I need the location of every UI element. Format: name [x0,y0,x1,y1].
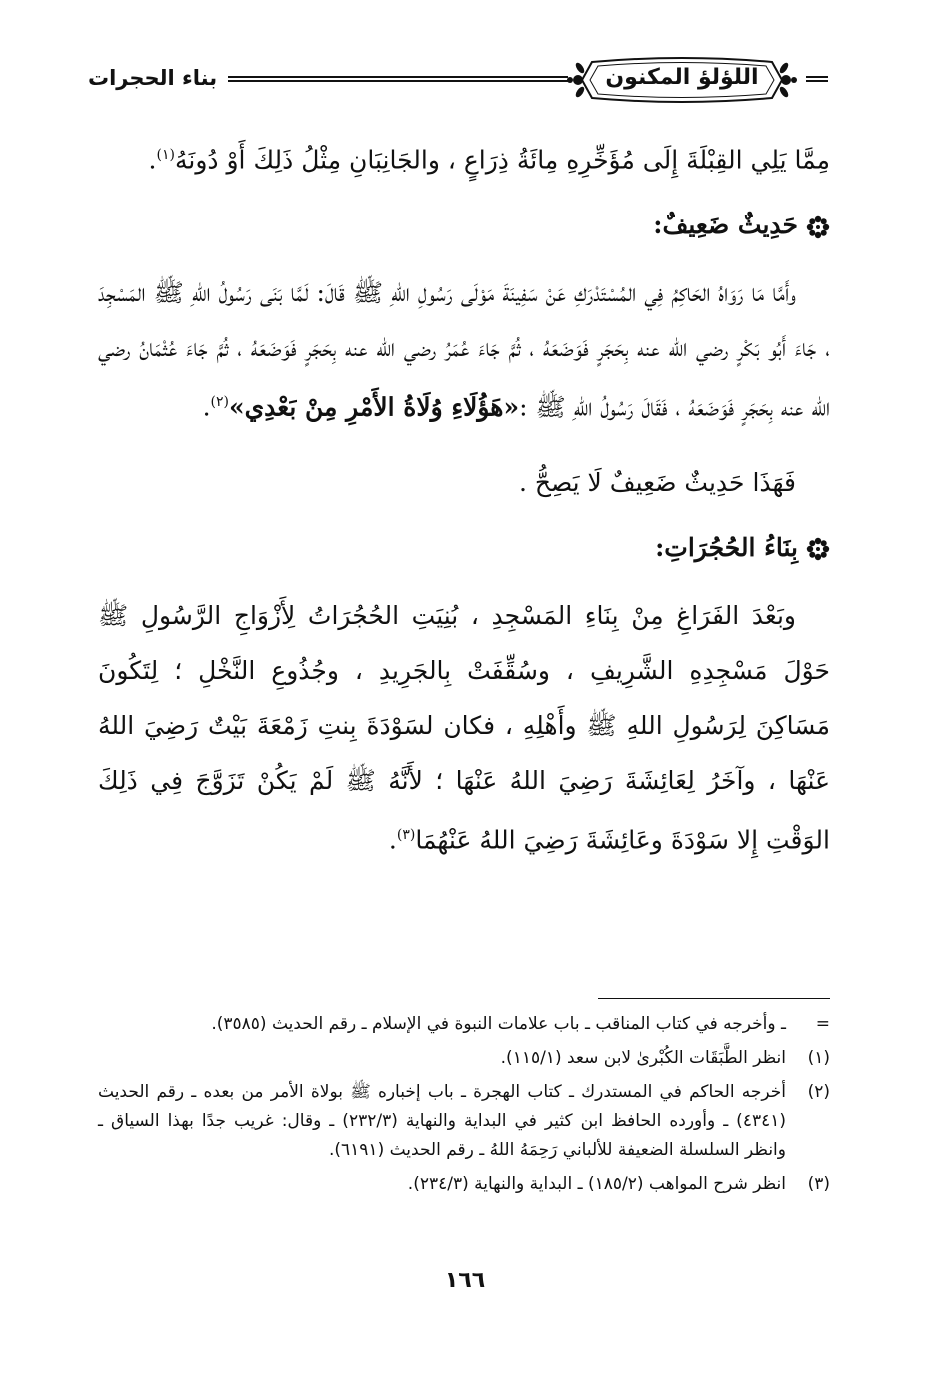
heading-2-text: بِنَاءُ الحُجُرَاتِ: [655,532,798,562]
intro-text: مِمَّا يَلِي القِبْلَةَ إِلَى مُؤَخِّرِهِ مِائَةُ ذِرَاعٍ ، والجَانِبَانِ مِثْلُ ذَلِكَ أَوْ دُونَهُ [174,145,830,175]
footnote-text: انظر الطَّبَقَات الكُبْرىٰ لابن سعد (١١٥/١). [500,1048,786,1068]
paragraph-2-text: وأَمَّا مَا رَوَاهُ الحَاكِمُ فِي المُسْتَدْرَكِ عَنْ سَفِينَةَ مَوْلَى رَسُولِ اللهِ ﷺ قَالَ: لَمَّا بَنَى رَسُولُ اللهِ ﷺ المَسْجِدَ ، جَاءَ أَبُو بَكْرٍ رضي الله عنه بِحَجَرٍ فَوَضَعَهُ ، ثُمَّ جَاءَ عُمَرُ رضي الله عنه بِحَجَرٍ فَوَضَعَهُ ، ثُمَّ جَاءَ عُثْمَانُ رضي الله عنه بِحَجَرٍ فَوَضَعَهُ ، فَقَالَ رَسُولُ اللهِ ﷺ : [98,278,830,422]
footnote-ref-3: (٣) [396,826,416,843]
flower-ornament-icon [806,215,830,239]
paragraph-verdict: فَهَذَا حَدِيثٌ ضَعِيفٌ لَا يَصِحُّ . [518,467,796,497]
section-heading-weak-hadith [98,203,830,247]
footnotes [98,1010,830,1204]
footnote-3 [98,1170,830,1199]
paragraph-hadith: وأَمَّا مَا رَوَاهُ الحَاكِمُ فِي المُسْتَدْرَكِ عَنْ سَفِينَةَ مَوْلَى رَسُولِ اللهِ ﷺ قَالَ: لَمَّا بَنَى رَسُولُ اللهِ ﷺ المَسْجِدَ ، جَاءَ أَبُو بَكْرٍ رضي الله عنه بِحَجَرٍ فَوَضَعَهُ ، ثُمَّ جَاءَ عُمَرُ رضي الله عنه بِحَجَرٍ فَوَضَعَهُ ، ثُمَّ جَاءَ عُثْمَانُ رضي الله عنه بِحَجَرٍ فَوَضَعَهُ ، فَقَالَ رَسُولُ اللهِ ﷺ :«هَؤُلَاءِ وُلَاةُ الأَمْرِ مِنْ بَعْدِي»$^{(٢)}$. [98,278,830,422]
footnote-text: ـ وأخرجه في كتاب المناقب ـ باب علامات النبوة في الإسلام ـ رقم الحديث (٣٥٨٥). [211,1014,786,1034]
main-text [98,128,830,867]
chapter-title: بناء الحجرات [88,66,218,90]
footnote-text: انظر شرح المواهب (١٨٥/٢) ـ البداية والنهاية (٢٣٤/٣). [407,1174,786,1194]
intro-line: مِمَّا يَلِي القِبْلَةَ إِلَى مُؤَخِّرِهِ مِائَةُ ذِرَاعٍ ، والجَانِبَانِ مِثْلُ ذَلِكَ أَوْ دُونَهُ$^{(١)}$. [148,145,830,175]
footnote-separator [598,998,830,999]
footnote-mark: (٢) [807,1082,830,1102]
footnote-ref-2: (٢) [210,394,229,411]
footnote-mark: = [815,1014,830,1034]
footnote-text: أخرجه الحاكم في المستدرك ـ كتاب الهجرة ـ باب إخباره ﷺ بولاة الأمر من بعده ـ رقم الحديث (٤٣٤١) ـ وأورده الحافظ ابن كثير في البداية والنهاية (٢٣٢/٣) ـ وقال: غريب جدًا بهذا السياق ـ وانظر السلسلة الضعيفة للألباني رَحِمَهُ اللهُ ـ رقم الحديث (٦١٩١). [98,1082,786,1160]
footnote-2 [98,1078,830,1165]
heading-1-text: حَدِيثٌ ضَعِيفٌ: [653,210,798,240]
section-heading-chambers [98,526,830,570]
book-title: اللؤلؤ المكنون [605,65,759,90]
footnote-1 [98,1044,830,1073]
prophet-quote: «هَؤُلَاءِ وُلَاةُ الأَمْرِ مِنْ بَعْدِي» [228,392,520,422]
flower-ornament-icon [806,537,830,561]
footnote-continued [98,1010,830,1039]
paragraph-chambers: وبَعْدَ الفَرَاغِ مِنْ بِنَاءِ المَسْجِدِ ، بُنِيَتِ الحُجُرَاتُ لِأَزْوَاجِ الرَّسُولِ ﷺ حَوْلَ مَسْجِدِهِ الشَّرِيفِ ، وسُقِّفَتْ بِالجَرِيدِ ، وجُذُوعِ النَّخْلِ ؛ لِتَكُونَ مَسَاكِنَ لِرَسُولِ اللهِ ﷺ وأَهْلِهِ ، فكان لسَوْدَةَ بِنتِ زَمْعَةَ بَيْتٌ رَضِيَ اللهُ عَنْهَا ، وآخَرُ لِعَائِشَةَ رَضِيَ اللهُ عَنْهَا ؛ لأَنَّهُ ﷺ لَمْ يَكُنْ تَزَوَّجَ فِي ذَلِكَ الوَقْتِ إِلا سَوْدَةَ وعَائِشَةَ رَضِيَ اللهُ عَنْهُمَا$^{(٣)}$. [98,600,830,854]
title-ornament-frame [566,52,798,108]
footnote-mark: (٣) [807,1174,830,1194]
header-rule-right [806,76,828,82]
paragraph-4-text: وبَعْدَ الفَرَاغِ مِنْ بِنَاءِ المَسْجِدِ ، بُنِيَتِ الحُجُرَاتُ لِأَزْوَاجِ الرَّسُولِ ﷺ حَوْلَ مَسْجِدِهِ الشَّرِيفِ ، وسُقِّفَتْ بِالجَرِيدِ ، وجُذُوعِ النَّخْلِ ؛ لِتَكُونَ مَسَاكِنَ لِرَسُولِ اللهِ ﷺ وأَهْلِهِ ، فكان لسَوْدَةَ بِنتِ زَمْعَةَ بَيْتٌ رَضِيَ اللهُ عَنْهَا ، وآخَرُ لِعَائِشَةَ رَضِيَ اللهُ عَنْهَا ؛ لأَنَّهُ ﷺ لَمْ يَكُنْ تَزَوَّجَ فِي ذَلِكَ الوَقْتِ إِلا سَوْدَةَ وعَائِشَةَ رَضِيَ اللهُ عَنْهُمَا [98,600,830,854]
running-header [88,52,828,108]
footnote-ref-1: (١) [156,147,175,163]
footnote-mark: (١) [807,1048,830,1068]
header-rule-left [228,76,568,82]
page-number: ١٦٦ [444,1268,486,1293]
